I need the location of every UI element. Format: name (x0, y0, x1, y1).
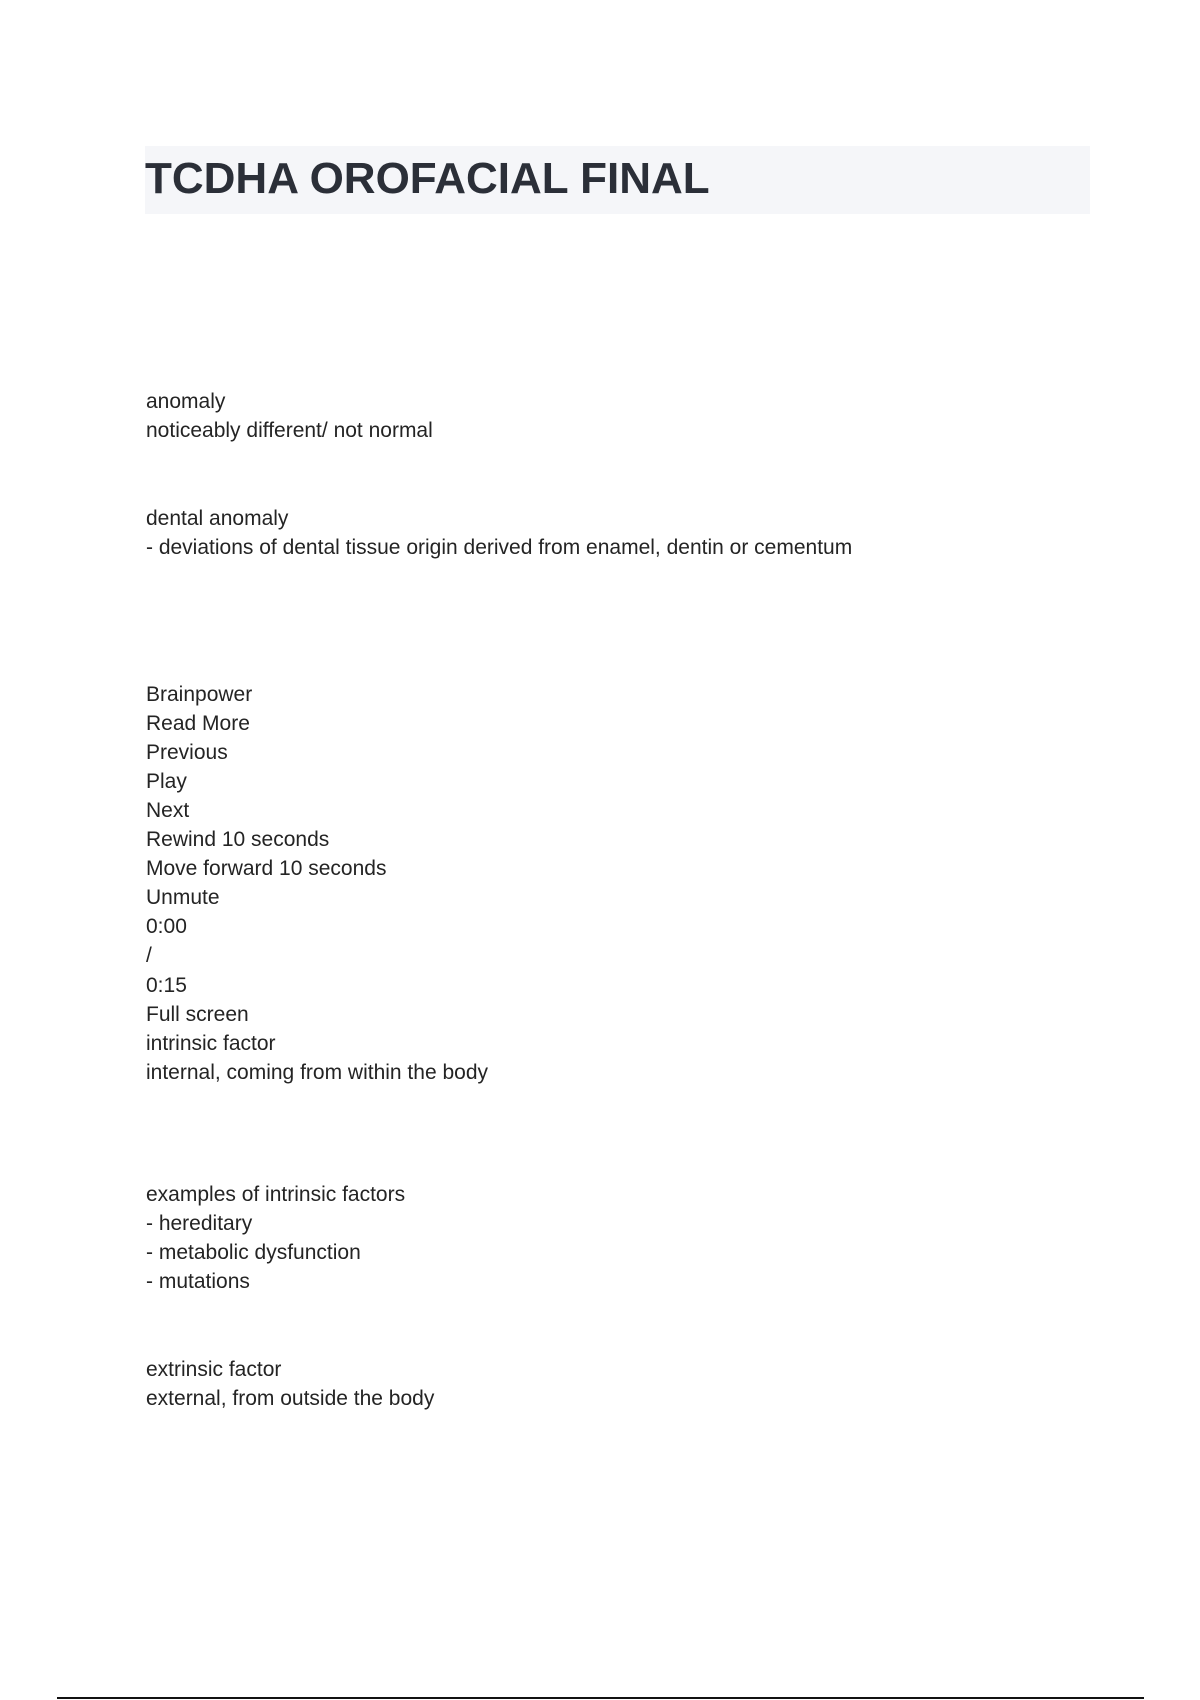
unmute-button[interactable]: Unmute (146, 886, 220, 909)
previous-button[interactable]: Previous (146, 741, 228, 764)
footer-divider (57, 1697, 1144, 1699)
definition-anomaly: noticeably different/ not normal (146, 419, 433, 442)
forward-button[interactable]: Move forward 10 seconds (146, 857, 387, 880)
page-title: TCDHA OROFACIAL FINAL (145, 154, 710, 203)
list-item: - hereditary (146, 1212, 253, 1235)
term-examples-intrinsic: examples of intrinsic factors (146, 1183, 406, 1206)
list-item: - metabolic dysfunction (146, 1241, 361, 1264)
fullscreen-button[interactable]: Full screen (146, 1003, 249, 1026)
list-item: - mutations (146, 1270, 250, 1293)
duration-time: 0:15 (146, 974, 187, 997)
title-banner (145, 146, 1090, 214)
play-button[interactable]: Play (146, 770, 187, 793)
next-button[interactable]: Next (146, 799, 190, 822)
rewind-button[interactable]: Rewind 10 seconds (146, 828, 330, 851)
term-extrinsic-factor: extrinsic factor (146, 1358, 282, 1381)
term-dental-anomaly: dental anomaly (146, 507, 289, 530)
current-time: 0:00 (146, 915, 187, 938)
definition-extrinsic-factor: external, from outside the body (146, 1387, 435, 1410)
brainpower-label: Brainpower (146, 683, 253, 706)
definition-intrinsic-factor: internal, coming from within the body (146, 1061, 488, 1084)
definition-dental-anomaly: - deviations of dental tissue origin derived from enamel, dentin or cementum (146, 536, 853, 559)
read-more-link[interactable]: Read More (146, 712, 250, 735)
term-anomaly: anomaly (146, 390, 226, 413)
time-separator: / (146, 944, 152, 967)
term-intrinsic-factor: intrinsic factor (146, 1032, 276, 1055)
